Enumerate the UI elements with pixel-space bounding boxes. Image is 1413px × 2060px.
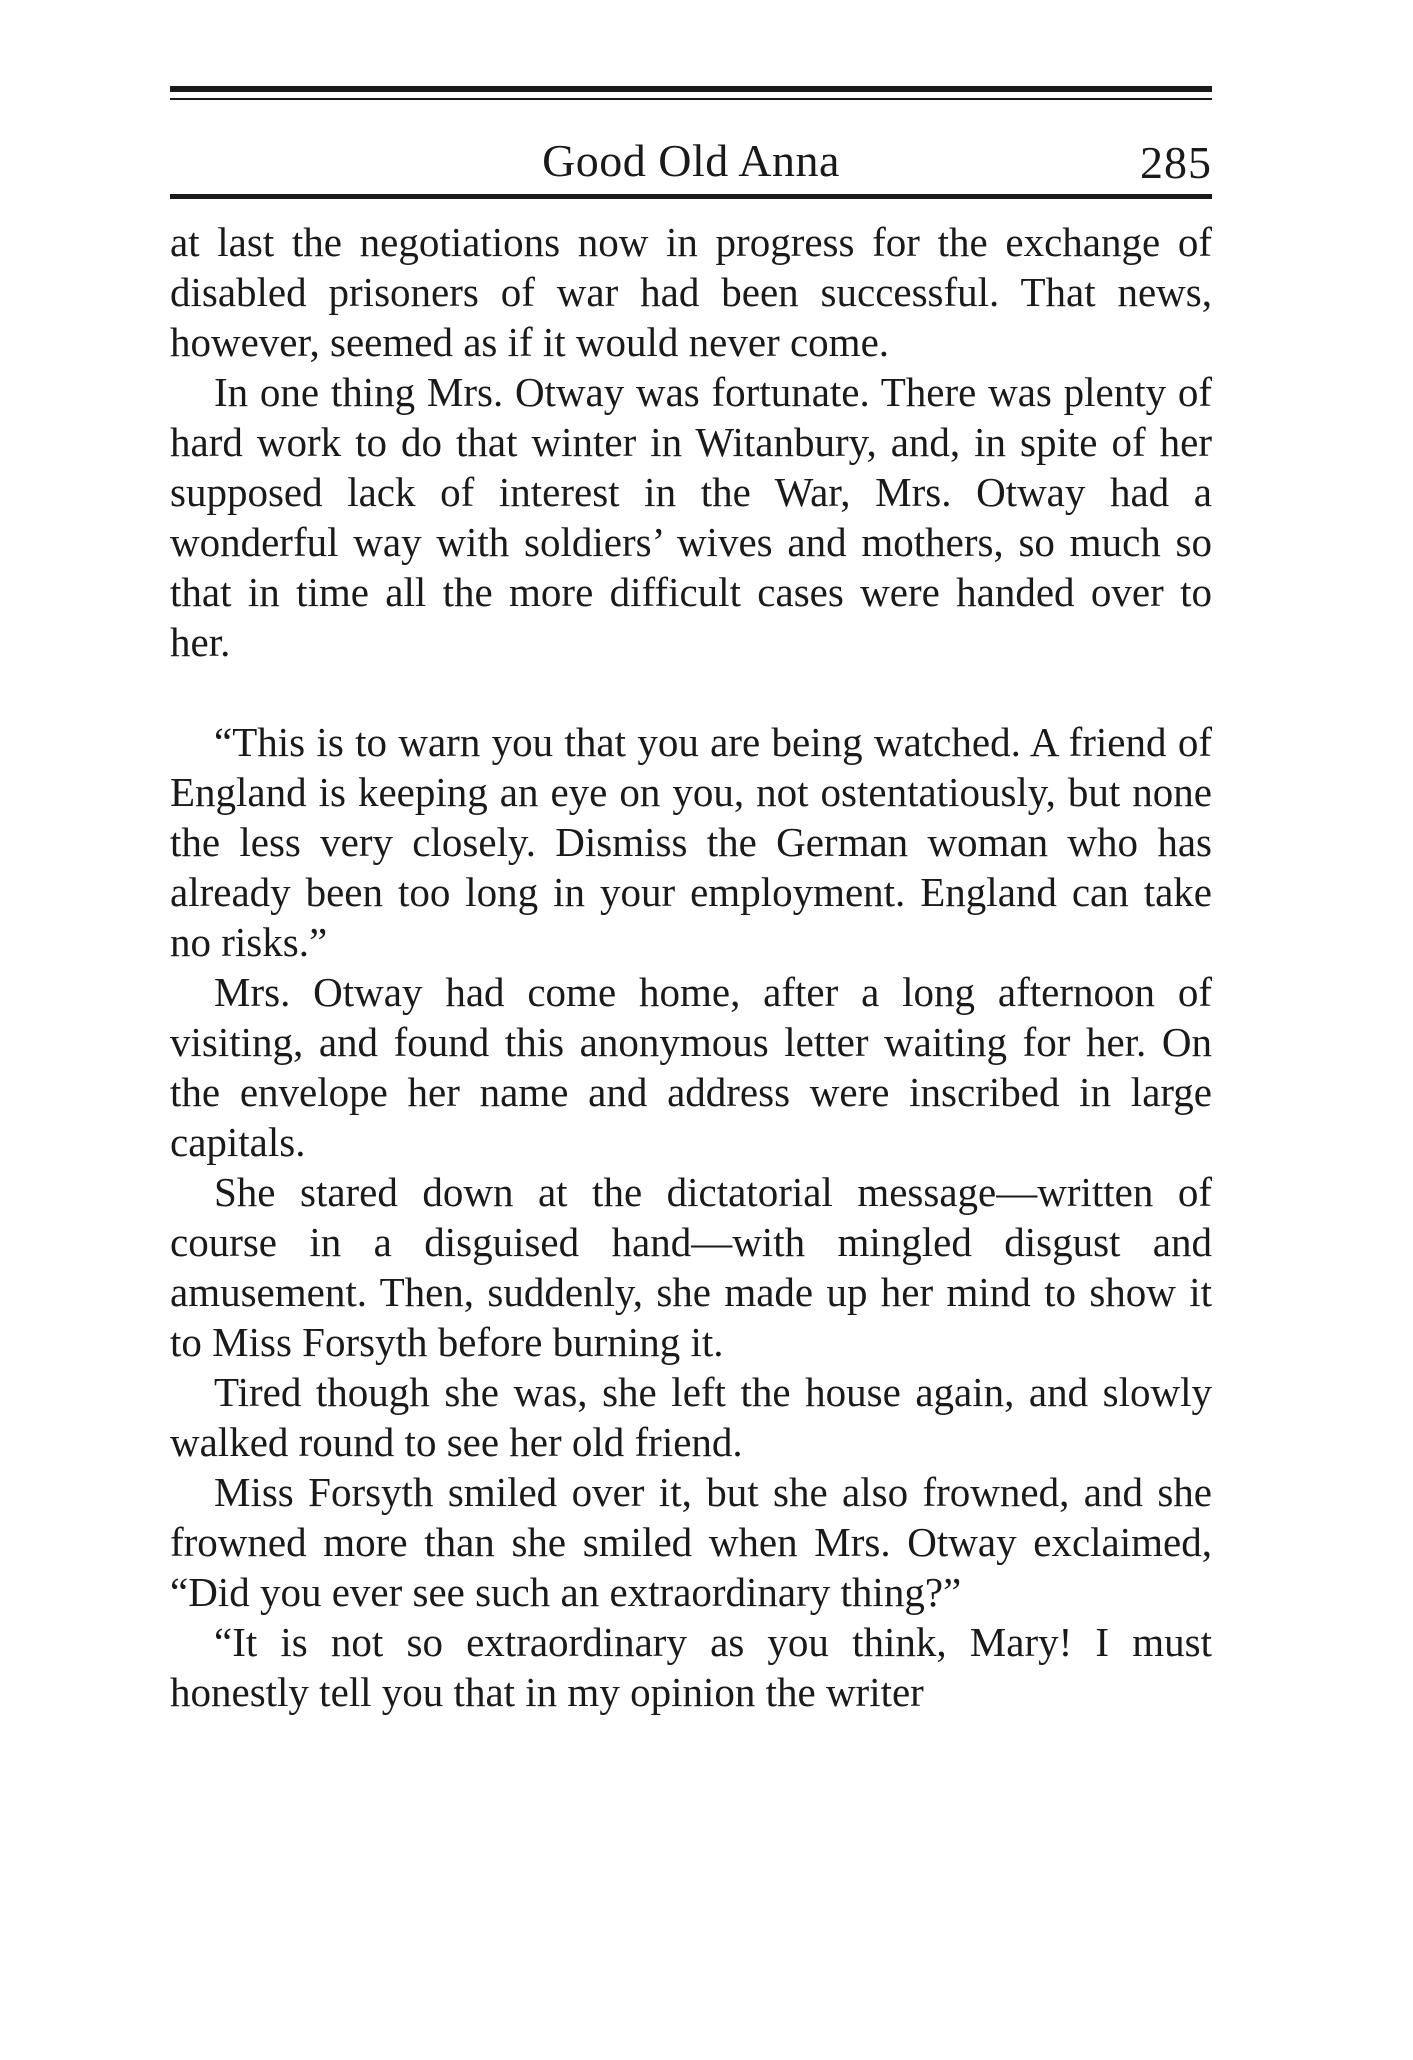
paragraph-6: Tired though she was, she left the house again, and slowly walked round to see her old friend. bbox=[170, 1369, 1212, 1465]
paragraph-1: at last the negotiations now in progress for the exchange of disabled prisoners of war had been successful. That news, however, seemed as if it would never come. bbox=[170, 219, 1212, 365]
section-break bbox=[170, 667, 1212, 717]
running-head bbox=[170, 100, 1212, 188]
body-text bbox=[170, 217, 1212, 1717]
paragraph-4: Mrs. Otway had come home, after a long afternoon of visiting, and found this anonymous letter waiting for her. On the envelope her name and address were inscribed in large capitals. bbox=[170, 969, 1212, 1165]
paragraph-2: In one thing Mrs. Otway was fortunate. There was plenty of hard work to do that winter in Witanbury, and, in spite of her supposed lack of interest in the War, Mrs. Otway had a wonderful way with soldiers’ wives and mothers, so much so that in time all the more difficult cases were handed over to her. bbox=[170, 369, 1212, 665]
paragraph-3-letter: “This is to warn you that you are being watched. A friend of England is keeping an eye on you, not ostentatiously, but none the less very closely. Dismiss the German woman who has already been too long in your employment. England can take no risks.” bbox=[170, 719, 1212, 965]
header-rule-thick bbox=[170, 86, 1212, 92]
header-rule-bottom bbox=[170, 194, 1212, 199]
paragraph-7: Miss Forsyth smiled over it, but she also frowned, and she frowned more than she smiled when Mrs. Otway exclaimed, “Did you ever see such an extraordinary thing?” bbox=[170, 1469, 1212, 1615]
page-number: 285 bbox=[1140, 137, 1212, 188]
running-head-title: Good Old Anna bbox=[542, 135, 840, 186]
book-page bbox=[170, 86, 1212, 1717]
paragraph-5: She stared down at the dictatorial message—written of course in a disguised hand—with mingled disgust and amusement. Then, suddenly, she made up her mind to show it to Miss Forsyth before burning it. bbox=[170, 1169, 1212, 1365]
paragraph-8: “It is not so extraordinary as you think, Mary! I must honestly tell you that in my opinion the writer bbox=[170, 1619, 1212, 1715]
